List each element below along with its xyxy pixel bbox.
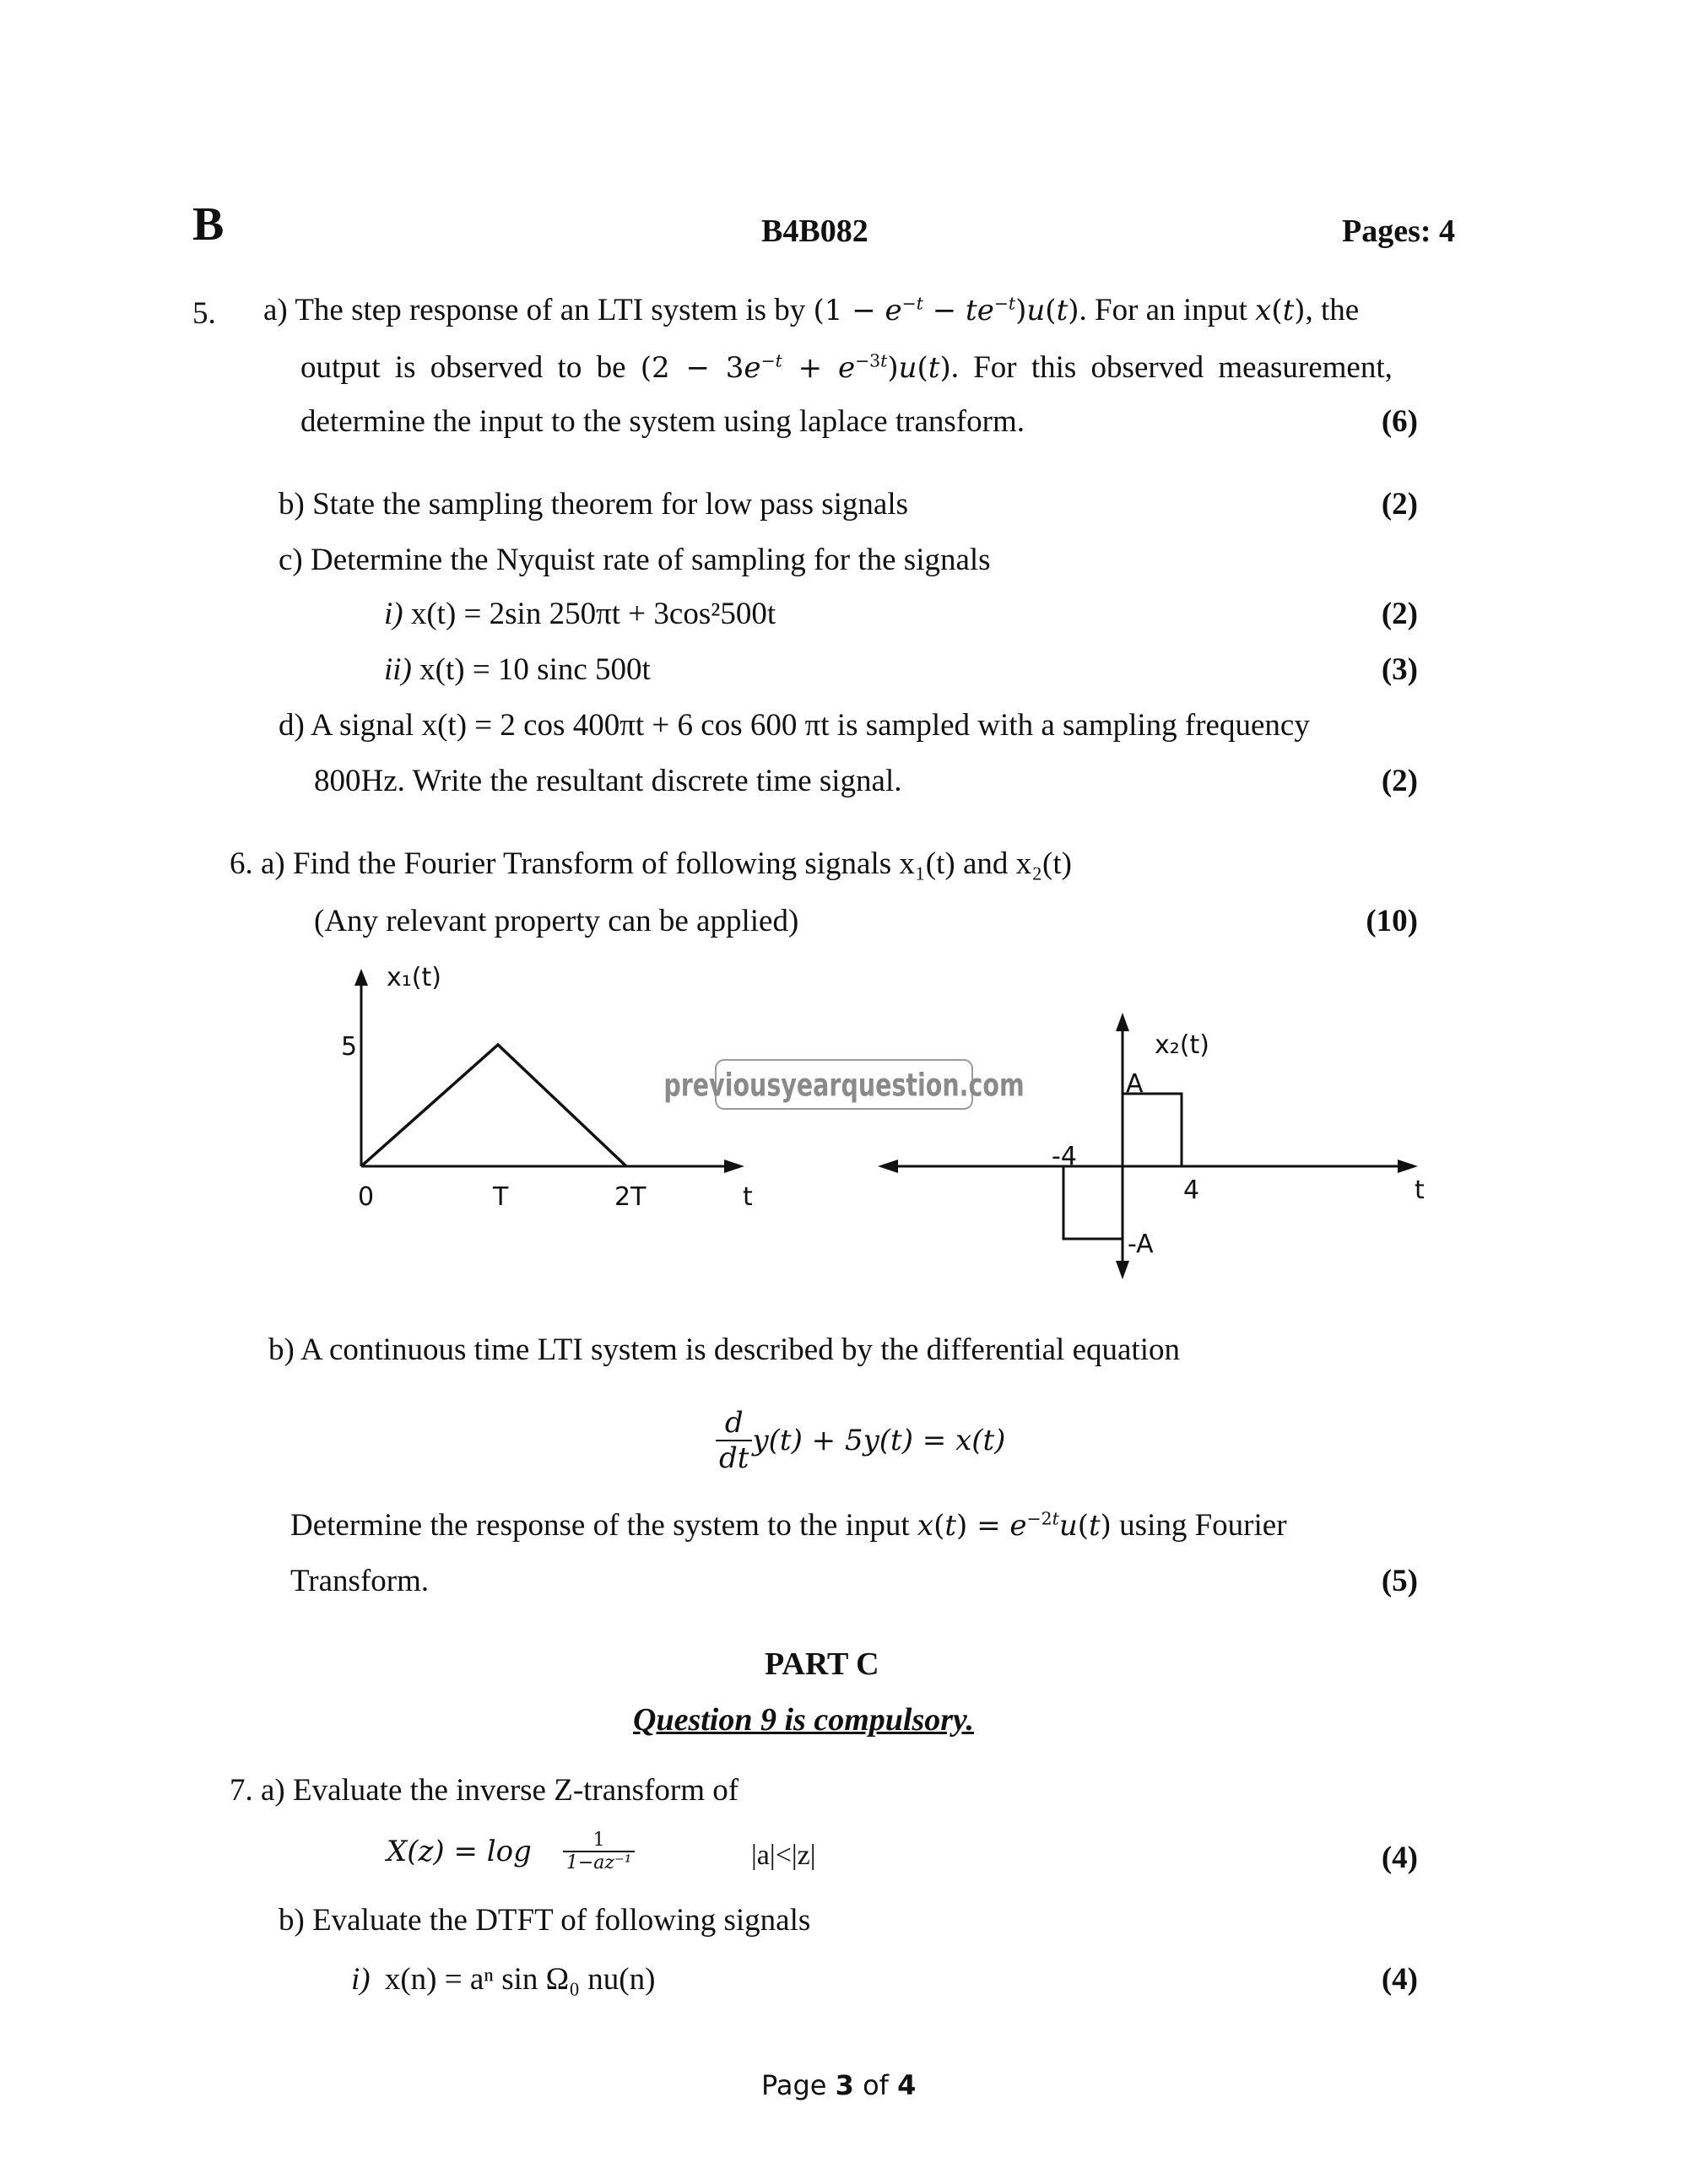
q6b-line1: b) A continuous time LTI system is described by the differential equation [268, 1333, 1180, 1367]
x1-triangle [361, 1045, 626, 1166]
q5c-ii-label: ii) [384, 652, 412, 687]
q5a-prefix: a) The step response of an LTI system is by [263, 293, 814, 327]
q7b-i-marks: (4) [1381, 1962, 1418, 1997]
q5c-ii-marks: (3) [1381, 652, 1418, 687]
x1-x-arrow [724, 1160, 744, 1173]
q6b-eq-den: dt [719, 1441, 749, 1475]
q6a-marks: (10) [1366, 904, 1418, 938]
x1-ylabel: x₁(t) [387, 963, 441, 992]
x2-xlabel: t [1415, 1176, 1425, 1205]
q7a-equation [387, 1830, 635, 1873]
q5c-i-label: i) [384, 597, 403, 631]
series-letter: B [192, 198, 225, 251]
q5a-line3: determine the input to the system using laplace transform. [300, 404, 1025, 439]
footer-prefix: Page [761, 2069, 836, 2101]
q6b-equation [716, 1406, 1005, 1475]
q7a-eq-left: X(z) = log [387, 1835, 532, 1868]
page-footer [761, 2069, 916, 2101]
q7a-eq-frac [563, 1830, 636, 1873]
q5c-i-text: x(t) = 2sin 250πt + 3cos²500t [410, 597, 776, 631]
q7a-eq-den: 1−az⁻¹ [565, 1852, 632, 1873]
q5d-marks: (2) [1381, 764, 1418, 798]
q6a-line2: (Any relevant property can be applied) [314, 904, 799, 938]
q5-number: 5. [192, 296, 216, 331]
q5c-ii-text: x(t) = 10 sinc 500t [419, 652, 651, 687]
q5b-marks: (2) [1381, 487, 1418, 522]
q5d-line1: d) A signal x(t) = 2 cos 400πt + 6 cos 600 πt is sampled with a sampling frequency [279, 708, 1310, 743]
footer-middle: of [853, 2069, 898, 2101]
x2-ylabel: x₂(t) [1155, 1030, 1209, 1060]
paper-code: B4B082 [761, 214, 868, 249]
q5a-line2: output is observed to be $(2 - 3e^{-t} + e^{-3t})u(t)$. For this observed measurement, [300, 350, 1393, 385]
x2-x-arrow-right [1398, 1160, 1418, 1173]
x1-xlabel: t [743, 1182, 753, 1212]
q5c-text: c) Determine the Nyquist rate of sampling for the signals [279, 543, 991, 577]
x1-ytick-5: 5 [341, 1032, 358, 1062]
q7b-i-label: i) [351, 1962, 371, 1997]
x1-xtick-0: 0 [358, 1182, 375, 1212]
x1-xtick-T: T [493, 1182, 509, 1212]
x2-x-arrow-left [878, 1160, 898, 1173]
x1-xtick-2T: 2T [614, 1182, 647, 1212]
x2-ytick-A: A [1126, 1069, 1144, 1099]
q5b-text: b) State the sampling theorem for low pass signals [279, 487, 909, 522]
q6a-line1: 6. a) Find the Fourier Transform of following signals x₁(t) and x₂(t) [230, 846, 1072, 881]
x2-xtick-4: 4 [1183, 1176, 1200, 1205]
part-c-title: PART C [765, 1646, 879, 1682]
x2-y-arrow-up [1116, 1013, 1129, 1031]
q5d-line2: 800Hz. Write the resultant discrete time signal. [314, 764, 902, 798]
part-c-subtitle: Question 9 is compulsory. [633, 1702, 974, 1738]
x2-y-arrow-down [1116, 1261, 1129, 1279]
q6b-marks: (5) [1381, 1564, 1418, 1598]
q6b-derivative [716, 1406, 752, 1475]
q6b-line2: Determine the response of the system to the input $x(t) = e^{-2t}u(t)$ using Fourier [290, 1508, 1287, 1543]
q6b-eq-num: d [716, 1406, 752, 1441]
x2-xtick-neg4: -4 [1052, 1142, 1077, 1171]
q7a-eq-num: 1 [563, 1830, 636, 1852]
q7a-line: 7. a) Evaluate the inverse Z-transform of [230, 1773, 739, 1808]
watermark-text: previousyearquestion.com [663, 1066, 1025, 1104]
q7b-i-text: x(n) = aⁿ sin Ω₀ nu(n) [384, 1962, 656, 1997]
x2-ytick-negA: -A [1128, 1230, 1154, 1259]
watermark [663, 1060, 1024, 1109]
footer-total: 4 [897, 2069, 917, 2101]
page-count: Pages: 4 [1342, 214, 1456, 249]
q7a-marks: (4) [1381, 1841, 1418, 1875]
q5a-marks: (6) [1381, 404, 1418, 439]
q7b-line: b) Evaluate the DTFT of following signals [279, 1903, 811, 1938]
q5c-i-marks: (2) [1381, 597, 1418, 631]
x1-y-arrow [354, 969, 368, 986]
q6b-line3: Transform. [290, 1564, 430, 1598]
q6b-eq-rest: y(t) + 5y(t) = x(t) [752, 1424, 1006, 1457]
q5a-line1: a) The step response of an LTI system is by $(1 - e^{-t} - te^{-t})u(t)$. For an input x(t), the [263, 293, 1360, 327]
q7a-roc: |a|<|z| [751, 1840, 816, 1871]
q7b-i [351, 1961, 655, 1997]
footer-current: 3 [835, 2069, 854, 2101]
